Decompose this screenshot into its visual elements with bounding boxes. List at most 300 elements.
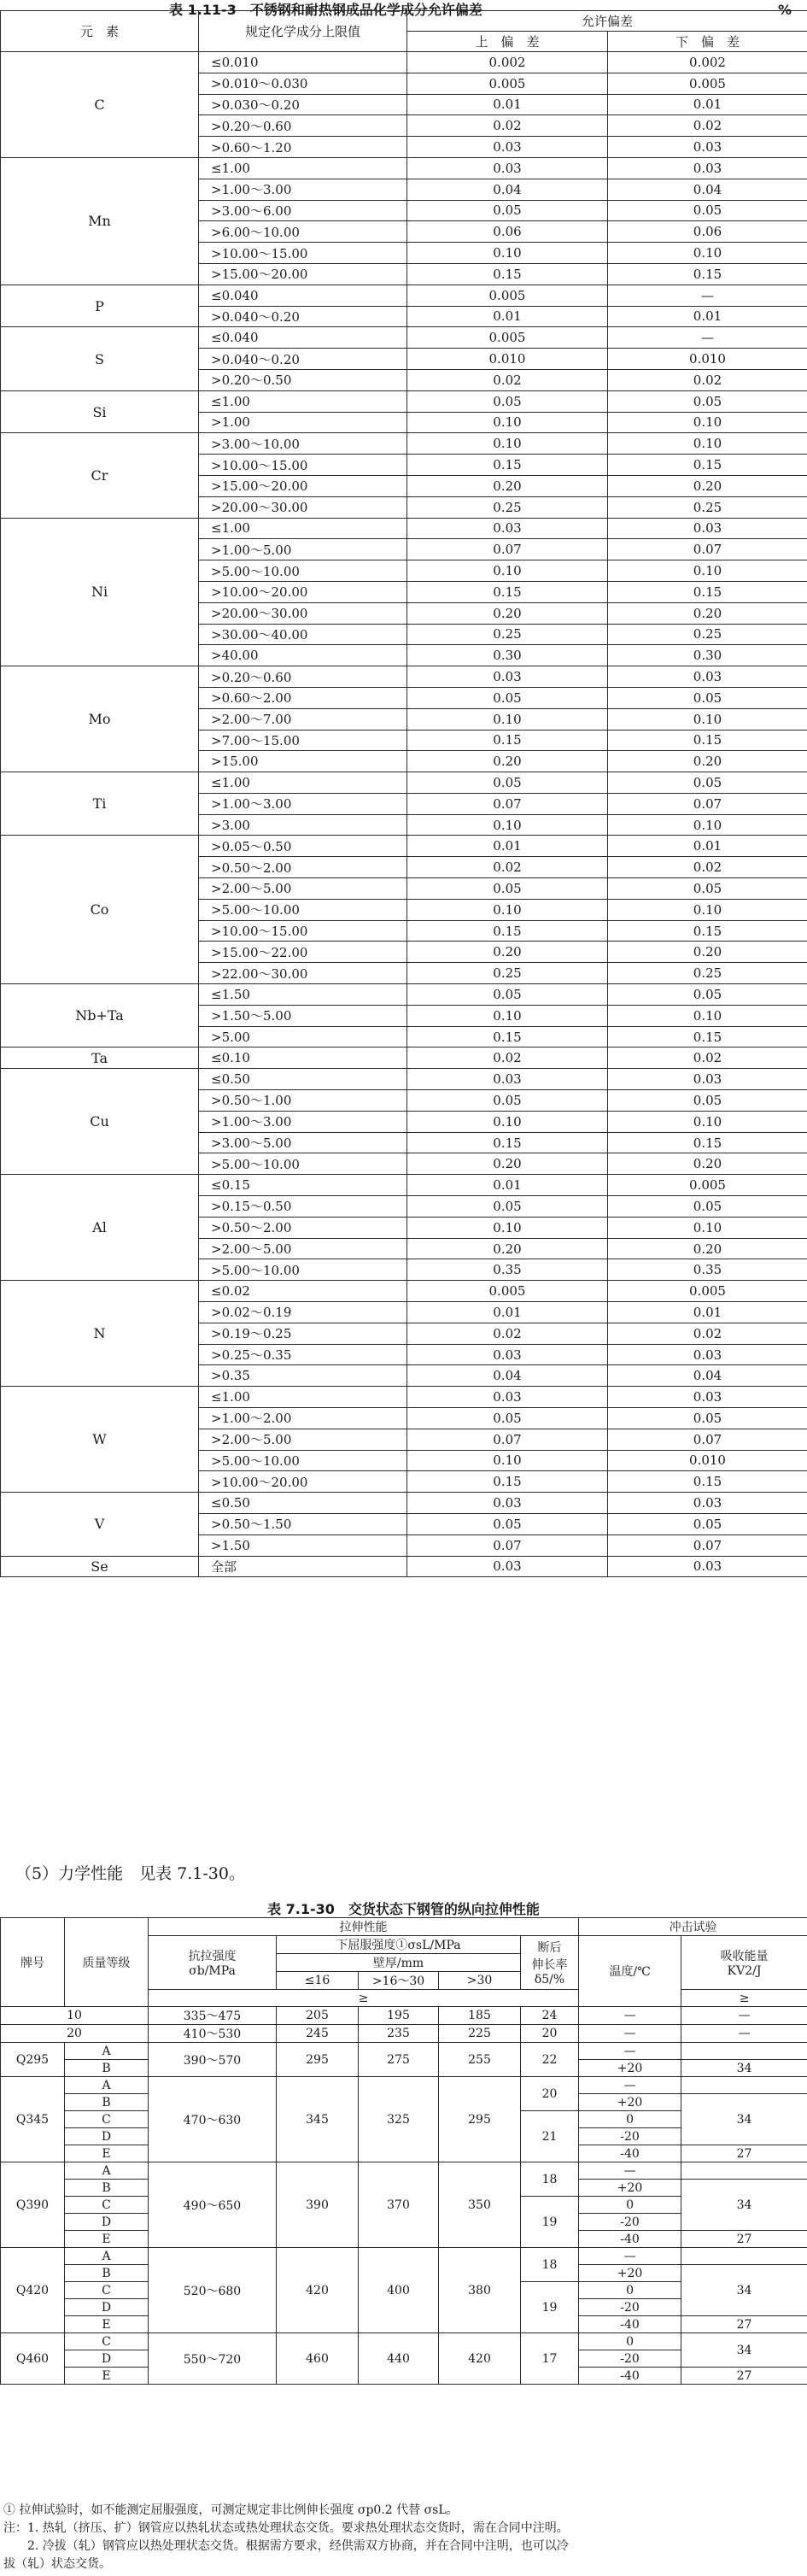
limit-cell: >6.00～10.00 [199, 221, 407, 243]
upper-deviation-cell: 0.15 [407, 1471, 608, 1493]
lower-deviation-cell: 0.005 [608, 1175, 807, 1196]
composition-row [1, 1069, 807, 1090]
lower-deviation-cell: 0.04 [608, 1365, 807, 1387]
yield-cell-3: 350 [439, 2162, 521, 2248]
quality-cell: B [65, 2180, 149, 2197]
limit-cell: >5.00～10.00 [199, 1259, 407, 1281]
temperature-cell: — [579, 2077, 681, 2094]
upper-deviation-cell: 0.04 [407, 179, 608, 200]
composition-row [1, 390, 807, 412]
strength-cell: 550～720 [149, 2333, 277, 2385]
composition-table [0, 10, 807, 1577]
note-3: 2. 冷拔（轧）钢管应以热处理状态交货。根据需方要求，经供需双方协商，并在合同中注明，也可以冷 [3, 2539, 569, 2553]
upper-deviation-cell: 0.05 [407, 1090, 608, 1112]
mech-table-title: 表 7.1-30 交货状态下钢管的纵向拉伸性能 [267, 1901, 540, 1917]
yield-cell-2: 400 [359, 2248, 439, 2333]
lower-deviation-cell: 0.07 [608, 793, 807, 814]
upper-deviation-cell: 0.01 [407, 94, 608, 115]
mech-header-ge: ≥ [149, 1990, 579, 2007]
upper-deviation-cell: 0.10 [407, 412, 608, 433]
upper-deviation-cell: 0.15 [407, 920, 608, 942]
header-element: 元 素 [1, 11, 199, 52]
upper-deviation-cell: 0.10 [407, 814, 608, 836]
energy-cell: 34 [681, 2265, 807, 2316]
lower-deviation-cell: 0.10 [608, 433, 807, 455]
limit-cell: ≤1.00 [199, 1387, 407, 1408]
element-cell: Cu [1, 1069, 199, 1175]
temperature-cell: — [579, 2043, 681, 2060]
upper-deviation-cell: 0.07 [407, 793, 608, 814]
upper-deviation-cell: 0.01 [407, 1302, 608, 1323]
quality-cell: A [65, 2162, 149, 2180]
composition-row [1, 1281, 807, 1302]
quality-cell: D [65, 2299, 149, 2316]
strength-cell: 490～650 [149, 2162, 277, 2248]
upper-deviation-cell: 0.05 [407, 390, 608, 412]
energy-cell: — [681, 2007, 807, 2025]
header-upper: 上 偏 差 [407, 32, 608, 52]
upper-deviation-cell: 0.10 [407, 433, 608, 455]
quality-cell: D [65, 2128, 149, 2145]
mech-table [0, 1917, 807, 2385]
limit-cell: >1.00 [199, 412, 407, 433]
lower-deviation-cell: 0.25 [608, 963, 807, 984]
yield-cell-2: 235 [359, 2025, 439, 2043]
yield-cell-3: 380 [439, 2248, 521, 2333]
lower-deviation-cell: 0.15 [608, 1026, 807, 1047]
lower-deviation-cell: 0.05 [608, 772, 807, 794]
upper-deviation-cell: 0.01 [407, 306, 608, 327]
upper-deviation-cell: 0.05 [407, 984, 608, 1006]
mech-row [1, 2333, 807, 2350]
element-cell: Cr [1, 433, 199, 518]
limit-cell: >3.00 [199, 814, 407, 836]
upper-deviation-cell: 0.02 [407, 115, 608, 137]
section-mechanical-properties: （5）力学性能 见表 7.1-30。 [15, 1864, 245, 1883]
limit-cell: >2.00～5.00 [199, 1429, 407, 1450]
header-allowed: 允许偏差 [407, 11, 807, 32]
mech-row [1, 2248, 807, 2265]
elongation-cell: 19 [521, 2282, 579, 2333]
upper-deviation-cell: 0.02 [407, 1323, 608, 1344]
quality-cell: A [65, 2077, 149, 2094]
upper-deviation-cell: 0.20 [407, 1238, 608, 1259]
temperature-cell: -20 [579, 2214, 681, 2231]
elongation-cell: 18 [521, 2162, 579, 2197]
composition-row [1, 518, 807, 539]
limit-cell: >10.00～15.00 [199, 243, 407, 264]
strength-cell: 520～680 [149, 2248, 277, 2333]
mech-row [1, 2162, 807, 2180]
limit-cell: >0.02～0.19 [199, 1302, 407, 1323]
mech-header-impact: 冲击试验 [579, 1918, 807, 1936]
limit-cell: >0.20～0.50 [199, 369, 407, 390]
lower-deviation-cell: 0.15 [608, 1132, 807, 1153]
temperature-cell: -40 [579, 2145, 681, 2162]
lower-deviation-cell: — [608, 285, 807, 306]
limit-cell: ≤0.15 [199, 1175, 407, 1196]
limit-cell: ≤1.00 [199, 390, 407, 412]
limit-cell: >0.030～0.20 [199, 94, 407, 115]
quality-cell: E [65, 2316, 149, 2333]
limit-cell: ≤1.00 [199, 518, 407, 539]
element-cell: Ni [1, 518, 199, 666]
limit-cell: >0.040～0.20 [199, 306, 407, 327]
upper-deviation-cell: 0.20 [407, 942, 608, 963]
upper-deviation-cell: 0.010 [407, 349, 608, 370]
energy-cell: — [681, 2025, 807, 2043]
lower-deviation-cell: 0.15 [608, 581, 807, 602]
upper-deviation-cell: 0.10 [407, 708, 608, 730]
grade-cell: Q390 [1, 2162, 65, 2248]
upper-deviation-cell: 0.20 [407, 475, 608, 496]
temperature-cell: — [579, 2007, 681, 2025]
mech-table-body [1, 2007, 807, 2385]
lower-deviation-cell: 0.03 [608, 137, 807, 158]
limit-cell: >0.20～0.60 [199, 666, 407, 688]
lower-deviation-cell: 0.01 [608, 306, 807, 327]
strength-cell: 335～475 [149, 2007, 277, 2025]
lower-deviation-cell: 0.20 [608, 1153, 807, 1175]
lower-deviation-cell: 0.15 [608, 455, 807, 476]
grade-cell: 10 [1, 2007, 149, 2025]
upper-deviation-cell: 0.05 [407, 772, 608, 794]
limit-cell: >0.19～0.25 [199, 1323, 407, 1344]
upper-deviation-cell: 0.03 [407, 1069, 608, 1090]
upper-deviation-cell: 0.05 [407, 687, 608, 708]
upper-deviation-cell: 0.07 [407, 1534, 608, 1556]
upper-deviation-cell: 0.20 [407, 602, 608, 624]
element-cell: Nb+Ta [1, 984, 199, 1047]
lower-deviation-cell: 0.05 [608, 1408, 807, 1429]
mech-header-elongation: 断后 伸长率 δ5/% [521, 1936, 579, 1990]
yield-cell-3: 225 [439, 2025, 521, 2043]
yield-cell-1: 295 [277, 2043, 359, 2077]
quality-cell: C [65, 2282, 149, 2299]
lower-deviation-cell: 0.01 [608, 1302, 807, 1323]
limit-cell: ≤0.50 [199, 1069, 407, 1090]
quality-cell: B [65, 2060, 149, 2077]
upper-deviation-cell: 0.02 [407, 857, 608, 878]
note-2: 注：1. 热轧（挤压、扩）钢管应以热轧状态或热处理状态交货。要求热处理状态交货时，需在合同中注明。 [3, 2521, 569, 2535]
upper-deviation-cell: 0.25 [407, 963, 608, 984]
limit-cell: >0.010～0.030 [199, 73, 407, 94]
temperature-cell: +20 [579, 2094, 681, 2111]
upper-deviation-cell: 0.15 [407, 581, 608, 602]
limit-cell: >0.35 [199, 1365, 407, 1387]
grade-cell: Q345 [1, 2077, 65, 2162]
mech-row [1, 2007, 807, 2025]
upper-deviation-cell: 0.002 [407, 52, 608, 73]
limit-cell: >1.00～3.00 [199, 179, 407, 200]
upper-deviation-cell: 0.03 [407, 157, 608, 179]
lower-deviation-cell: 0.05 [608, 878, 807, 900]
header-lower: 下 偏 差 [608, 32, 807, 52]
limit-cell: ≤0.040 [199, 285, 407, 306]
upper-deviation-cell: 0.005 [407, 327, 608, 349]
lower-deviation-cell: 0.010 [608, 349, 807, 370]
composition-table-body [1, 52, 807, 1577]
limit-cell: >1.50～5.00 [199, 1005, 407, 1026]
lower-deviation-cell: 0.25 [608, 496, 807, 518]
temperature-cell: -20 [579, 2128, 681, 2145]
upper-deviation-cell: 0.05 [407, 1196, 608, 1218]
notes [0, 2502, 807, 2573]
composition-row [1, 1175, 807, 1196]
mech-header-strength: 抗拉强度 σb/MPa [149, 1936, 277, 1990]
lower-deviation-cell: 0.10 [608, 412, 807, 433]
lower-deviation-cell: 0.10 [608, 899, 807, 920]
limit-cell: ≤0.10 [199, 1047, 407, 1069]
quality-cell: A [65, 2043, 149, 2060]
yield-cell-1: 205 [277, 2007, 359, 2025]
quality-cell: D [65, 2214, 149, 2231]
lower-deviation-cell: 0.05 [608, 390, 807, 412]
energy-cell [681, 2043, 807, 2060]
upper-deviation-cell: 0.10 [407, 1005, 608, 1026]
upper-deviation-cell: 0.05 [407, 878, 608, 900]
lower-deviation-cell: 0.05 [608, 687, 807, 708]
composition-section [0, 2, 807, 1577]
lower-deviation-cell: 0.03 [608, 1387, 807, 1408]
yield-cell-1: 390 [277, 2162, 359, 2248]
yield-cell-3: 185 [439, 2007, 521, 2025]
lower-deviation-cell: 0.20 [608, 942, 807, 963]
energy-cell [681, 2077, 807, 2094]
limit-cell: >3.00～5.00 [199, 1132, 407, 1153]
composition-table-title-bar [0, 0, 807, 21]
temperature-cell: 0 [579, 2282, 681, 2299]
lower-deviation-cell: 0.10 [608, 1111, 807, 1132]
limit-cell: ≤0.040 [199, 327, 407, 349]
limit-cell: >1.00～5.00 [199, 539, 407, 560]
strength-cell: 410～530 [149, 2025, 277, 2043]
lower-deviation-cell: 0.20 [608, 751, 807, 772]
mech-header-grade: 牌号 [1, 1918, 65, 2007]
upper-deviation-cell: 0.20 [407, 1153, 608, 1175]
upper-deviation-cell: 0.04 [407, 1365, 608, 1387]
lower-deviation-cell: 0.15 [608, 920, 807, 942]
mech-header-thickness-3: >30 [439, 1972, 521, 1990]
mech-header-thickness-2: >16～30 [359, 1972, 439, 1990]
quality-cell: E [65, 2231, 149, 2248]
upper-deviation-cell: 0.15 [407, 455, 608, 476]
composition-row [1, 157, 807, 179]
lower-deviation-cell: 0.20 [608, 475, 807, 496]
lower-deviation-cell: 0.10 [608, 243, 807, 264]
limit-cell: ≤1.00 [199, 157, 407, 179]
upper-deviation-cell: 0.15 [407, 730, 608, 751]
grade-cell: 20 [1, 2025, 149, 2043]
yield-cell-1: 420 [277, 2248, 359, 2333]
limit-cell: >15.00～22.00 [199, 942, 407, 963]
composition-row [1, 1047, 807, 1069]
limit-cell: >0.25～0.35 [199, 1344, 407, 1365]
limit-cell: >5.00～10.00 [199, 1450, 407, 1471]
quality-cell: B [65, 2094, 149, 2111]
energy-cell: 27 [681, 2368, 807, 2385]
limit-cell: >0.05～0.50 [199, 836, 407, 857]
lower-deviation-cell: 0.03 [608, 1069, 807, 1090]
lower-deviation-cell: 0.02 [608, 1047, 807, 1069]
yield-cell-1: 460 [277, 2333, 359, 2385]
composition-row [1, 984, 807, 1006]
temperature-cell: — [579, 2162, 681, 2180]
quality-cell: C [65, 2111, 149, 2128]
upper-deviation-cell: 0.03 [407, 1493, 608, 1514]
upper-deviation-cell: 0.01 [407, 836, 608, 857]
mech-row [1, 2043, 807, 2060]
energy-cell [681, 2162, 807, 2180]
lower-deviation-cell: 0.03 [608, 1344, 807, 1365]
limit-cell: >0.040～0.20 [199, 349, 407, 370]
composition-row [1, 433, 807, 455]
element-cell: Al [1, 1175, 199, 1281]
yield-cell-2: 275 [359, 2043, 439, 2077]
lower-deviation-cell: 0.02 [608, 115, 807, 137]
yield-cell-3: 255 [439, 2043, 521, 2077]
energy-cell: 27 [681, 2145, 807, 2162]
upper-deviation-cell: 0.20 [407, 751, 608, 772]
composition-row [1, 666, 807, 688]
limit-cell: ≤0.50 [199, 1493, 407, 1514]
limit-cell: >1.50 [199, 1534, 407, 1556]
mech-header-yield: 下屈服强度①σsL/MPa [277, 1936, 521, 1954]
upper-deviation-cell: 0.10 [407, 1450, 608, 1471]
limit-cell: >30.00～40.00 [199, 624, 407, 645]
upper-deviation-cell: 0.10 [407, 1111, 608, 1132]
quality-cell: A [65, 2248, 149, 2265]
lower-deviation-cell: 0.05 [608, 1513, 807, 1534]
header-limit: 规定化学成分上限值 [199, 11, 407, 52]
lower-deviation-cell: 0.15 [608, 263, 807, 285]
temperature-cell: 0 [579, 2197, 681, 2214]
upper-deviation-cell: 0.02 [407, 369, 608, 390]
temperature-cell: +20 [579, 2265, 681, 2282]
temperature-cell: +20 [579, 2060, 681, 2077]
limit-cell: >15.00～20.00 [199, 263, 407, 285]
limit-cell: >1.00～3.00 [199, 793, 407, 814]
limit-cell: >2.00～5.00 [199, 878, 407, 900]
upper-deviation-cell: 0.07 [407, 539, 608, 560]
lower-deviation-cell: 0.10 [608, 560, 807, 582]
yield-cell-3: 295 [439, 2077, 521, 2162]
elongation-cell: 18 [521, 2248, 579, 2282]
upper-deviation-cell: 0.15 [407, 263, 608, 285]
upper-deviation-cell: 0.25 [407, 624, 608, 645]
energy-cell: 34 [681, 2180, 807, 2231]
mech-header-tensile: 拉伸性能 [149, 1918, 579, 1936]
limit-cell: >2.00～7.00 [199, 708, 407, 730]
limit-cell: >5.00～10.00 [199, 560, 407, 582]
lower-deviation-cell: 0.06 [608, 221, 807, 243]
lower-deviation-cell: 0.10 [608, 1217, 807, 1238]
mech-header-thickness-1: ≤16 [277, 1972, 359, 1990]
strength-cell: 470～630 [149, 2077, 277, 2162]
limit-cell: >3.00～6.00 [199, 200, 407, 221]
lower-deviation-cell: 0.35 [608, 1259, 807, 1281]
lower-deviation-cell: 0.20 [608, 602, 807, 624]
limit-cell: >22.00～30.00 [199, 963, 407, 984]
element-cell: C [1, 52, 199, 158]
limit-cell: ≤0.010 [199, 52, 407, 73]
grade-cell: Q295 [1, 2043, 65, 2077]
mech-header-thickness: 壁厚/mm [277, 1954, 521, 1972]
lower-deviation-cell: 0.005 [608, 73, 807, 94]
lower-deviation-cell: 0.03 [608, 666, 807, 688]
quality-cell: E [65, 2145, 149, 2162]
lower-deviation-cell: 0.20 [608, 1238, 807, 1259]
temperature-cell: 0 [579, 2333, 681, 2350]
lower-deviation-cell: 0.02 [608, 857, 807, 878]
composition-row [1, 327, 807, 349]
energy-cell: 34 [681, 2060, 807, 2077]
composition-row [1, 1556, 807, 1577]
limit-cell: >0.50～1.00 [199, 1090, 407, 1112]
quality-cell: C [65, 2197, 149, 2214]
limit-cell: ≤0.02 [199, 1281, 407, 1302]
upper-deviation-cell: 0.30 [407, 645, 608, 666]
quality-cell: D [65, 2350, 149, 2368]
temperature-cell: -20 [579, 2350, 681, 2368]
limit-cell: >0.50～1.50 [199, 1513, 407, 1534]
limit-cell: >0.20～0.60 [199, 115, 407, 137]
energy-cell [681, 2248, 807, 2265]
upper-deviation-cell: 0.05 [407, 1513, 608, 1534]
lower-deviation-cell: 0.10 [608, 1005, 807, 1026]
upper-deviation-cell: 0.03 [407, 1344, 608, 1365]
limit-cell: >0.15～0.50 [199, 1196, 407, 1218]
note-1: ① 拉伸试验时，如不能测定屈服强度，可测定规定非比例伸长强度 σp0.2 代替 σsL。 [3, 2503, 459, 2517]
limit-cell: ≤1.50 [199, 984, 407, 1006]
limit-cell: >15.00 [199, 751, 407, 772]
limit-cell: >10.00～20.00 [199, 581, 407, 602]
lower-deviation-cell: 0.07 [608, 1429, 807, 1450]
lower-deviation-cell: 0.25 [608, 624, 807, 645]
lower-deviation-cell: 0.03 [608, 518, 807, 539]
elongation-cell: 21 [521, 2111, 579, 2162]
composition-table-title: 表 1.11-3 不锈钢和耐热钢成品化学成分允许偏差 [169, 2, 482, 18]
upper-deviation-cell: 0.15 [407, 1026, 608, 1047]
lower-deviation-cell: 0.02 [608, 1323, 807, 1344]
limit-cell: >10.00～15.00 [199, 920, 407, 942]
limit-cell: >5.00～10.00 [199, 1153, 407, 1175]
lower-deviation-cell: 0.03 [608, 1556, 807, 1577]
limit-cell: 全部 [199, 1556, 407, 1577]
upper-deviation-cell: 0.005 [407, 1281, 608, 1302]
limit-cell: >20.00～30.00 [199, 602, 407, 624]
energy-cell: 34 [681, 2333, 807, 2368]
element-cell: Si [1, 390, 199, 433]
limit-cell: >10.00～15.00 [199, 455, 407, 476]
upper-deviation-cell: 0.07 [407, 1429, 608, 1450]
temperature-cell: -20 [579, 2299, 681, 2316]
composition-row [1, 1387, 807, 1408]
upper-deviation-cell: 0.05 [407, 1408, 608, 1429]
element-cell: Ta [1, 1047, 199, 1069]
limit-cell: >0.50～2.00 [199, 1217, 407, 1238]
composition-row [1, 1493, 807, 1514]
limit-cell: >10.00～20.00 [199, 1471, 407, 1493]
quality-cell: B [65, 2265, 149, 2282]
upper-deviation-cell: 0.03 [407, 666, 608, 688]
element-cell: Ti [1, 772, 199, 836]
limit-cell: >2.00～5.00 [199, 1238, 407, 1259]
limit-cell: >0.60～2.00 [199, 687, 407, 708]
lower-deviation-cell: 0.10 [608, 814, 807, 836]
element-cell: S [1, 327, 199, 390]
yield-cell-3: 420 [439, 2333, 521, 2385]
